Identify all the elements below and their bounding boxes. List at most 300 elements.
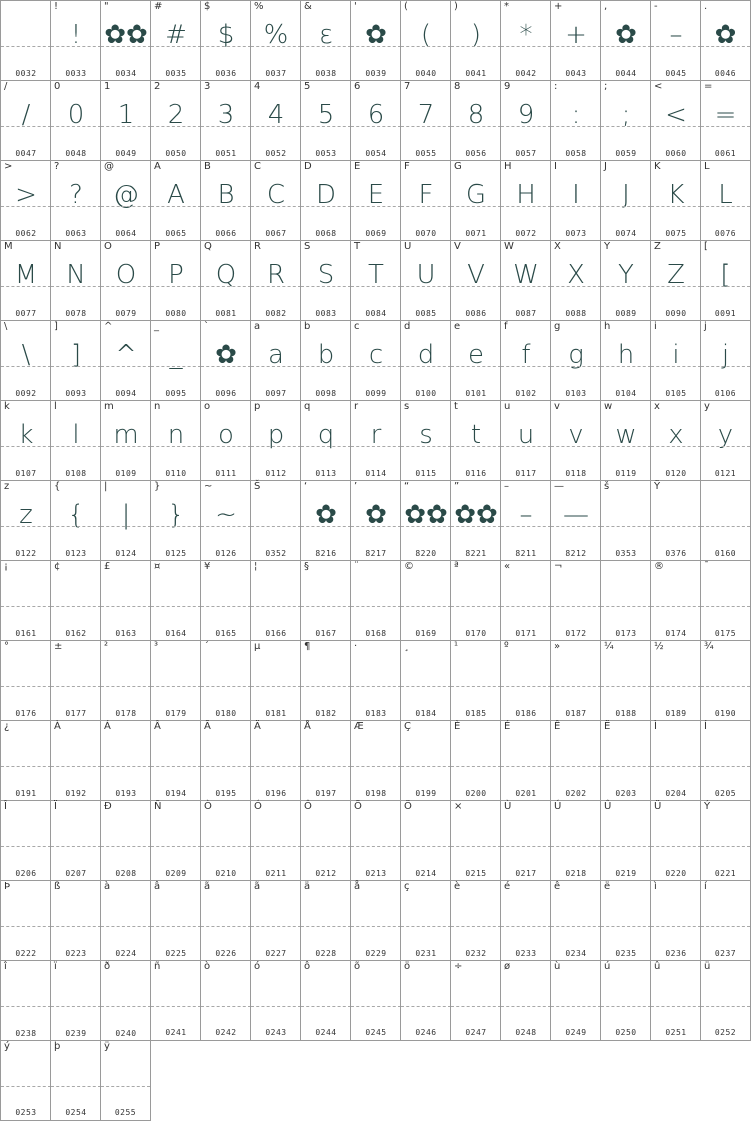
baseline-guide: [251, 766, 301, 767]
baseline-guide: [51, 206, 101, 207]
glyph-sample: >: [15, 180, 37, 210]
char-code: 0099: [365, 389, 387, 398]
char-label: Ÿ: [654, 481, 661, 492]
char-code: 0170: [465, 629, 487, 638]
char-code: 0089: [615, 309, 637, 318]
char-label: ©: [404, 561, 414, 572]
char-label: =: [704, 81, 713, 92]
baseline-guide: [301, 686, 351, 687]
char-code: 0211: [265, 869, 287, 878]
baseline-guide: [351, 286, 401, 287]
char-code: 0188: [615, 709, 637, 718]
char-code: 0183: [365, 709, 387, 718]
char-code: 0114: [365, 469, 387, 478]
glyph-sample: ✿✿: [404, 500, 448, 530]
glyph-sample: @: [113, 180, 139, 210]
char-code: 0226: [215, 949, 237, 958]
glyph-cell: [350, 160, 401, 241]
baseline-guide: [351, 846, 401, 847]
glyph-cell: [250, 480, 301, 561]
baseline-guide: [101, 1006, 151, 1007]
char-code: 0104: [615, 389, 637, 398]
char-code: 0235: [615, 949, 637, 958]
glyph-cell: [700, 560, 751, 641]
char-label: õ: [354, 961, 361, 972]
glyph-sample: [501, 735, 551, 775]
glyph-cell: [0, 320, 51, 401]
char-code: 0049: [115, 149, 137, 158]
glyph-sample: B: [217, 180, 235, 210]
char-code: 0035: [165, 69, 187, 78]
char-label: Õ: [354, 801, 362, 812]
char-code: 0101: [465, 389, 487, 398]
glyph-cell: [300, 480, 351, 561]
char-label: c: [354, 321, 360, 332]
baseline-guide: [701, 846, 750, 847]
char-label: 5: [304, 81, 311, 92]
baseline-guide: [301, 926, 351, 927]
char-code: 0094: [115, 389, 137, 398]
glyph-sample: [1, 1055, 51, 1095]
glyph-cell: [50, 0, 101, 81]
glyph-cell: [600, 400, 651, 481]
char-label: Ë: [604, 721, 611, 732]
baseline-guide: [51, 46, 101, 47]
glyph-sample: [1, 895, 51, 935]
char-code: 0118: [565, 469, 587, 478]
glyph-cell: [100, 400, 151, 481]
baseline-guide: [251, 686, 301, 687]
glyph-cell: [150, 320, 201, 401]
char-code: 0202: [565, 789, 587, 798]
baseline-guide: [351, 926, 401, 927]
baseline-guide: [501, 1006, 551, 1007]
char-label: j: [704, 321, 707, 332]
baseline-guide: [601, 846, 651, 847]
glyph-sample: i: [672, 340, 680, 370]
char-code: 0195: [215, 789, 237, 798]
baseline-guide: [351, 206, 401, 207]
char-code: 0125: [165, 549, 187, 558]
baseline-guide: [151, 686, 201, 687]
char-code: 0045: [665, 69, 687, 78]
baseline-guide: [251, 526, 301, 527]
baseline-guide: [251, 366, 301, 367]
baseline-guide: [601, 606, 651, 607]
glyph-sample: ✿: [714, 20, 737, 50]
glyph-cell: [450, 480, 501, 561]
glyph-cell: [700, 80, 751, 161]
char-code: 0174: [665, 629, 687, 638]
glyph-cell: [450, 960, 501, 1041]
baseline-guide: [401, 526, 451, 527]
glyph-sample: Z: [667, 260, 685, 290]
baseline-guide: [251, 46, 301, 47]
char-label: /: [4, 81, 8, 92]
char-label: A: [154, 161, 161, 172]
char-code: 0237: [714, 949, 737, 958]
glyph-sample: [651, 655, 701, 695]
glyph-cell: [500, 800, 551, 881]
glyph-cell: [0, 160, 51, 241]
char-code: 0100: [415, 389, 437, 398]
char-label: ë: [604, 881, 611, 892]
char-label: *: [504, 1, 509, 12]
glyph-cell: [100, 560, 151, 641]
glyph-sample: Y: [618, 260, 634, 290]
glyph-cell: [350, 480, 401, 561]
glyph-cell: [100, 1040, 151, 1121]
glyph-sample: [701, 735, 750, 775]
glyph-sample: v: [568, 420, 584, 450]
baseline-guide: [251, 286, 301, 287]
glyph-sample: [101, 895, 151, 935]
glyph-cell: [100, 480, 151, 561]
glyph-sample: 4: [267, 100, 285, 130]
glyph-cell: [400, 240, 451, 321]
glyph-sample: –: [669, 20, 683, 50]
glyph-cell: [250, 80, 301, 161]
char-code: 0092: [15, 389, 37, 398]
glyph-sample: [551, 735, 601, 775]
char-code: 0210: [215, 869, 237, 878]
glyph-cell: [350, 960, 401, 1041]
baseline-guide: [551, 366, 601, 367]
char-label: 2: [154, 81, 161, 92]
glyph-sample: 1: [117, 100, 135, 130]
baseline-guide: [501, 686, 551, 687]
glyph-sample: K: [667, 180, 685, 210]
glyph-sample: $: [217, 20, 235, 50]
glyph-cell: [650, 960, 701, 1041]
char-label: ½: [654, 641, 664, 652]
glyph-sample: [351, 655, 401, 695]
char-label: ç: [404, 881, 410, 892]
glyph-sample: [701, 575, 750, 615]
glyph-cell: [0, 640, 51, 721]
char-code: 0116: [465, 469, 487, 478]
baseline-guide: [101, 606, 151, 607]
char-code: 0200: [465, 789, 487, 798]
char-code: 0088: [565, 309, 587, 318]
char-label: ö: [404, 961, 411, 972]
char-label: U: [404, 241, 412, 252]
char-code: 0181: [265, 709, 287, 718]
char-code: 0059: [615, 149, 637, 158]
char-code: 0119: [615, 469, 637, 478]
glyph-sample: [1, 975, 51, 1015]
glyph-cell: [350, 640, 401, 721]
glyph-sample: [401, 895, 451, 935]
char-label: ¹: [454, 641, 459, 652]
baseline-guide: [601, 446, 651, 447]
glyph-sample: 8: [467, 100, 485, 130]
char-code: 0072: [515, 229, 537, 238]
char-code: 0108: [65, 469, 87, 478]
baseline-guide: [351, 526, 401, 527]
char-code: 0090: [665, 309, 687, 318]
char-code: 0197: [315, 789, 337, 798]
baseline-guide: [451, 766, 501, 767]
baseline-guide: [401, 366, 451, 367]
glyph-cell: [50, 480, 101, 561]
baseline-guide: [1, 206, 51, 207]
glyph-sample: C: [266, 180, 286, 210]
char-code: 0213: [365, 869, 387, 878]
glyph-cell: [700, 0, 751, 81]
char-code: 0122: [15, 549, 37, 558]
char-code: 0164: [165, 629, 187, 638]
char-label: ¾: [704, 641, 714, 652]
char-label: è: [454, 881, 461, 892]
char-code: 0032: [15, 69, 37, 78]
char-code: 0036: [215, 69, 237, 78]
glyph-sample: h: [617, 340, 635, 370]
glyph-cell: [450, 320, 501, 401]
char-label: C: [254, 161, 261, 172]
glyph-sample: [401, 815, 451, 855]
baseline-guide: [451, 206, 501, 207]
glyph-sample: ): [470, 20, 482, 50]
char-label: ¡: [4, 561, 9, 572]
char-code: 0051: [215, 149, 237, 158]
char-label: å: [354, 881, 361, 892]
char-label: Z: [654, 241, 661, 252]
glyph-cell: [300, 80, 351, 161]
baseline-guide: [701, 286, 750, 287]
char-code: 0161: [15, 629, 37, 638]
char-label: \: [4, 321, 8, 332]
baseline-guide: [351, 366, 401, 367]
glyph-cell: [50, 160, 101, 241]
baseline-guide: [1, 926, 51, 927]
glyph-cell: [500, 320, 551, 401]
glyph-cell: [100, 160, 151, 241]
glyph-sample: [151, 815, 201, 855]
baseline-guide: [551, 46, 601, 47]
char-code: 8220: [415, 549, 437, 558]
glyph-cell: [700, 960, 751, 1041]
glyph-sample: [651, 575, 701, 615]
char-label: ó: [254, 961, 261, 972]
glyph-sample: [451, 575, 501, 615]
baseline-guide: [451, 366, 501, 367]
glyph-cell: [500, 160, 551, 241]
char-label: ×: [454, 801, 463, 812]
baseline-guide: [351, 126, 401, 127]
baseline-guide: [201, 526, 251, 527]
char-code: 0040: [415, 69, 437, 78]
glyph-cell: [50, 240, 101, 321]
baseline-guide: [451, 526, 501, 527]
char-label: Ð: [104, 801, 112, 812]
glyph-sample: –: [519, 500, 533, 530]
glyph-sample: [301, 735, 351, 775]
char-label: N: [54, 241, 62, 252]
glyph-cell: [500, 480, 551, 561]
glyph-sample: [701, 815, 750, 855]
glyph-cell: [450, 880, 501, 961]
char-code: 0245: [365, 1028, 387, 1037]
char-label: ’: [354, 481, 358, 492]
char-code: 0053: [315, 149, 337, 158]
baseline-guide: [51, 606, 101, 607]
char-label: %: [254, 1, 264, 12]
baseline-guide: [251, 926, 301, 927]
glyph-cell: [200, 800, 251, 881]
char-code: 0050: [165, 149, 187, 158]
baseline-guide: [251, 446, 301, 447]
glyph-sample: L: [718, 180, 733, 210]
char-label: ": [104, 1, 109, 12]
char-code: 0209: [165, 869, 187, 878]
glyph-sample: [251, 575, 301, 615]
char-label: T: [354, 241, 361, 252]
glyph-cell: [400, 160, 451, 241]
char-code: 0182: [315, 709, 337, 718]
glyph-sample: [501, 575, 551, 615]
char-label: !: [54, 1, 59, 12]
baseline-guide: [501, 46, 551, 47]
char-code: 0250: [615, 1028, 637, 1037]
char-label: <: [654, 81, 663, 92]
glyph-cell: [200, 880, 251, 961]
baseline-guide: [151, 366, 201, 367]
baseline-guide: [51, 126, 101, 127]
baseline-guide: [551, 126, 601, 127]
char-code: 0046: [714, 69, 737, 78]
char-label: Ã: [204, 721, 211, 732]
glyph-sample: [551, 655, 601, 695]
baseline-guide: [101, 526, 151, 527]
glyph-cell: [200, 400, 251, 481]
glyph-sample: g: [568, 340, 584, 370]
glyph-sample: |: [121, 500, 131, 530]
char-label: 8: [454, 81, 461, 92]
baseline-guide: [651, 126, 701, 127]
baseline-guide: [51, 846, 101, 847]
glyph-sample: [251, 495, 301, 535]
glyph-cell: [450, 800, 501, 881]
glyph-cell: [50, 720, 101, 801]
char-code: 0047: [15, 149, 37, 158]
glyph-cell: [650, 320, 701, 401]
baseline-guide: [651, 206, 701, 207]
baseline-guide: [501, 366, 551, 367]
glyph-cell: [600, 560, 651, 641]
glyph-sample: [401, 975, 451, 1015]
baseline-guide: [551, 606, 601, 607]
baseline-guide: [451, 446, 501, 447]
char-code: 8212: [565, 549, 587, 558]
glyph-sample: U: [416, 260, 436, 290]
glyph-cell: [600, 0, 651, 81]
char-label: n: [154, 401, 161, 412]
char-label: Ä: [254, 721, 261, 732]
glyph-cell: [250, 240, 301, 321]
glyph-cell: [150, 400, 201, 481]
char-code: 8211: [515, 549, 537, 558]
char-label: F: [404, 161, 410, 172]
char-label: g: [554, 321, 561, 332]
char-label: J: [604, 161, 607, 172]
glyph-cell: [450, 720, 501, 801]
char-code: 0214: [415, 869, 437, 878]
glyph-cell: [100, 0, 151, 81]
glyph-cell: [250, 640, 301, 721]
char-code: 0236: [665, 949, 687, 958]
glyph-cell: [200, 0, 251, 81]
glyph-sample: [101, 655, 151, 695]
char-code: 0076: [714, 229, 737, 238]
glyph-sample: [551, 815, 601, 855]
baseline-guide: [501, 766, 551, 767]
char-code: 0113: [315, 469, 337, 478]
glyph-cell: [700, 400, 751, 481]
glyph-cell: [500, 640, 551, 721]
glyph-sample: 9: [517, 100, 535, 130]
glyph-sample: [501, 655, 551, 695]
char-label: «: [504, 561, 511, 572]
char-code: 0184: [415, 709, 437, 718]
baseline-guide: [501, 606, 551, 607]
char-code: 0376: [665, 549, 687, 558]
char-label: ÷: [454, 961, 463, 972]
baseline-guide: [201, 366, 251, 367]
baseline-guide: [201, 686, 251, 687]
glyph-sample: [51, 815, 101, 855]
glyph-sample: Q: [215, 260, 237, 290]
char-code: 0070: [415, 229, 437, 238]
char-label: Ú: [554, 801, 562, 812]
glyph-cell: [350, 0, 401, 81]
glyph-cell: [150, 80, 201, 161]
glyph-sample: P: [168, 260, 184, 290]
glyph-cell: [600, 320, 651, 401]
baseline-guide: [201, 1006, 251, 1007]
baseline-guide: [551, 206, 601, 207]
glyph-cell: [50, 960, 101, 1041]
glyph-sample: ~: [215, 500, 237, 530]
glyph-sample: a: [268, 340, 284, 370]
baseline-guide: [351, 606, 401, 607]
glyph-cell: [600, 80, 651, 161]
char-code: 0033: [65, 69, 87, 78]
baseline-guide: [251, 206, 301, 207]
glyph-cell: [400, 0, 451, 81]
glyph-cell: [600, 160, 651, 241]
baseline-guide: [401, 766, 451, 767]
baseline-guide: [651, 46, 701, 47]
char-label: î: [4, 961, 7, 972]
baseline-guide: [251, 606, 301, 607]
char-label: ¿: [4, 721, 10, 732]
char-code: 0163: [115, 629, 137, 638]
char-code: 0173: [615, 629, 637, 638]
glyph-cell: [400, 640, 451, 721]
glyph-sample: [51, 975, 101, 1015]
char-code: 0206: [15, 869, 37, 878]
char-code: 0215: [465, 869, 487, 878]
baseline-guide: [451, 846, 501, 847]
glyph-cell: [100, 640, 151, 721]
baseline-guide: [301, 206, 351, 207]
char-label: í: [704, 881, 707, 892]
glyph-sample: [351, 735, 401, 775]
baseline-guide: [251, 846, 301, 847]
baseline-guide: [301, 126, 351, 127]
glyph-sample: [701, 975, 750, 1015]
